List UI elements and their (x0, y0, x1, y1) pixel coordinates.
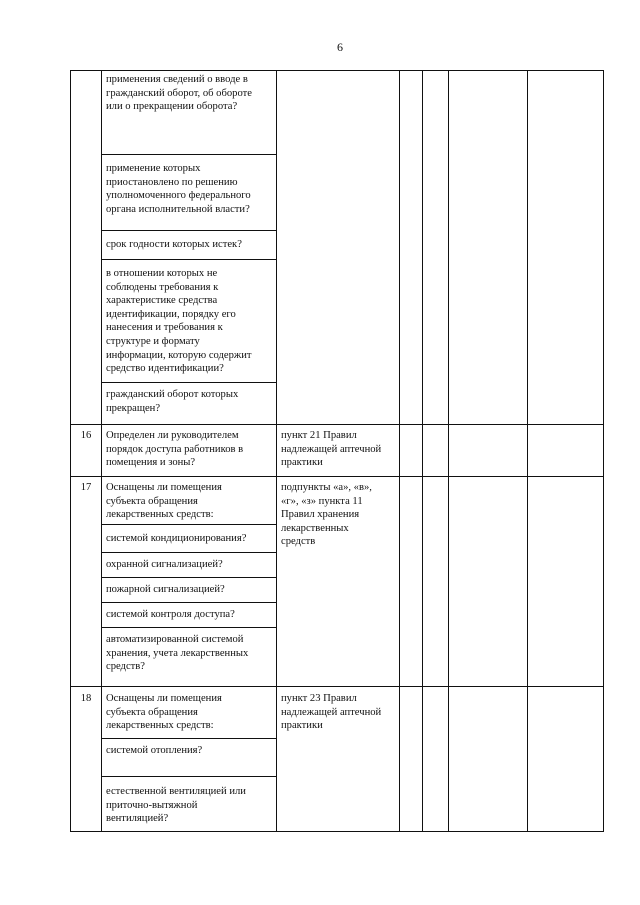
column-divider (448, 70, 449, 832)
question-text: применения сведений о вводе в гражданский оборот, об обороте или о прекращении оборота? (106, 74, 252, 113)
column-divider (399, 70, 400, 832)
row-separator (70, 476, 604, 477)
question-text: системой кондиционирования? (106, 533, 247, 544)
column-divider (101, 70, 102, 832)
legal-reference: пункт 23 Правил надлежащей аптечной практики (281, 693, 382, 732)
row-number: 17 (80, 482, 92, 493)
question-text: пожарной сигнализацией? (106, 584, 225, 595)
column-divider (422, 70, 423, 832)
sub-row-separator (101, 577, 276, 578)
question-text: Оснащены ли помещения субъекта обращения лекарственных средств: (106, 693, 222, 732)
sub-row-separator (101, 259, 276, 260)
sub-row-separator (101, 602, 276, 603)
legal-reference: пункт 21 Правил надлежащей аптечной практики (281, 430, 382, 469)
column-divider (276, 70, 277, 832)
question-text: системой отопления? (106, 745, 203, 756)
row-separator (70, 424, 604, 425)
table-border-right (603, 70, 604, 832)
question-text: в отношении которых не соблюдены требования к характеристике средства идентификации, порядку его нанесения и требования к структуре и формату информации, которую содержит средство идентификации? (106, 268, 252, 375)
sub-row-separator (101, 230, 276, 231)
checklist-table (70, 70, 604, 832)
table-border-left (70, 70, 71, 832)
row-number: 16 (80, 430, 92, 441)
question-text: системой контроля доступа? (106, 609, 235, 620)
question-text: естественной вентиляцией или приточно-вытяжной вентиляцией? (106, 786, 246, 825)
sub-row-separator (101, 154, 276, 155)
row-separator (70, 686, 604, 687)
column-divider (527, 70, 528, 832)
sub-row-separator (101, 627, 276, 628)
legal-reference: подпункты «а», «в», «г», «з» пункта 11 Правил хранения лекарственных средств (281, 482, 372, 548)
question-text: охранной сигнализацией? (106, 559, 223, 570)
sub-row-separator (101, 524, 276, 525)
page-number: 6 (337, 40, 343, 54)
row-number: 18 (80, 693, 92, 704)
sub-row-separator (101, 776, 276, 777)
table-border-bottom (70, 831, 604, 832)
question-text: Оснащены ли помещения субъекта обращения лекарственных средств: (106, 482, 222, 521)
question-text: автоматизированной системой хранения, учета лекарственных средств? (106, 634, 249, 673)
question-text: применение которых приостановлено по решению уполномоченного федерального органа исполнительной власти? (106, 163, 251, 215)
sub-row-separator (101, 552, 276, 553)
question-text: Определен ли руководителем порядок доступа работников в помещения и зоны? (106, 430, 244, 469)
question-text: срок годности которых истек? (106, 239, 242, 250)
table-border-top (70, 70, 604, 71)
sub-row-separator (101, 382, 276, 383)
question-text: гражданский оборот которых прекращен? (106, 389, 239, 414)
sub-row-separator (101, 738, 276, 739)
